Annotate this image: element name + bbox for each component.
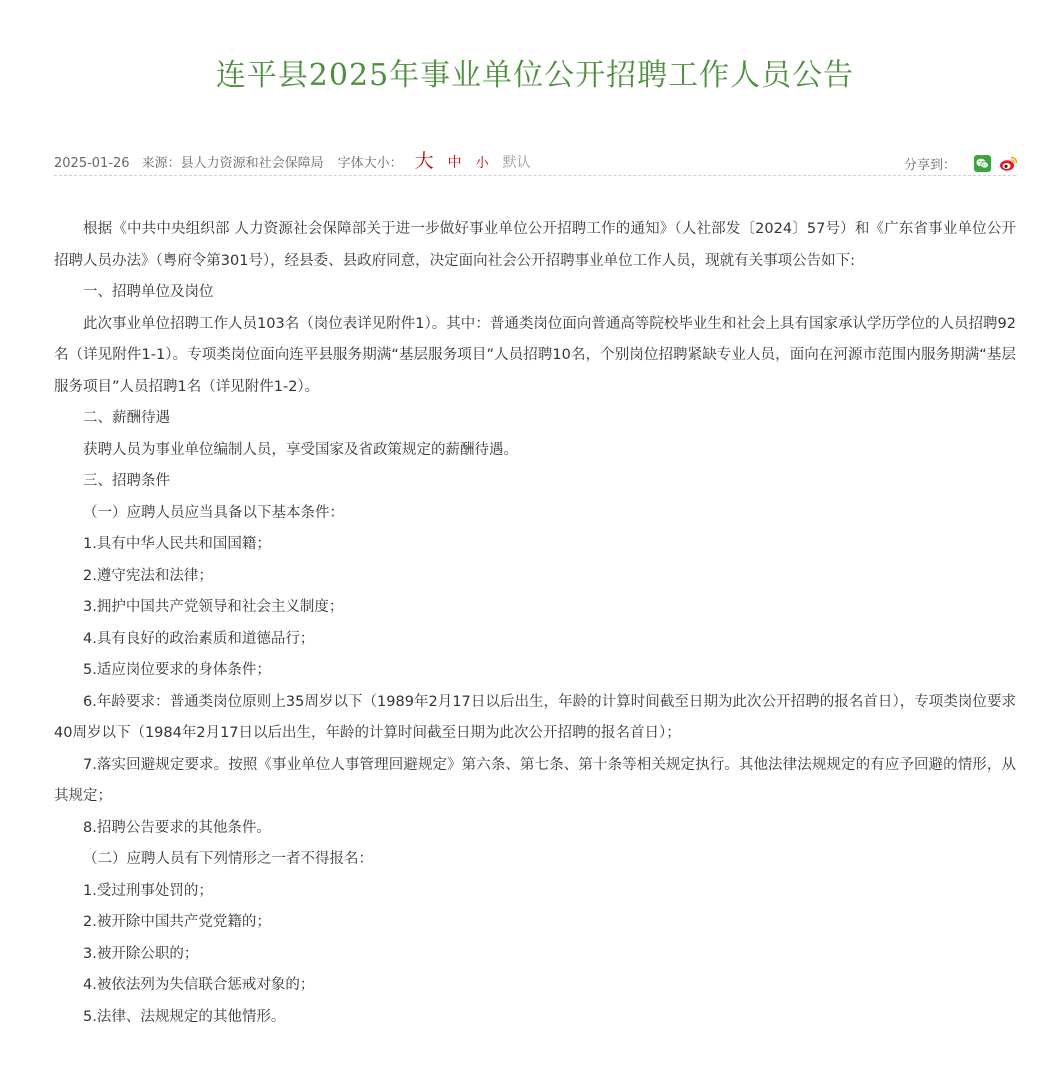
content-paragraph: （一）应聘人员应当具备以下基本条件： xyxy=(83,504,344,521)
share-label: 分享到： xyxy=(903,158,956,173)
publish-date: 2025-01-26 xyxy=(54,156,130,171)
meta-info xyxy=(54,146,545,173)
content-paragraph: 此次事业单位招聘工作人员103名（岗位表详见附件1）。其中：普通类岗位面向普通高等院校毕业生和社会上具有国家承认学历学位的人员招聘92名（详见附件1-1）。专项类岗位面向连平县服务期满“基层服务项目”人员招聘10名，个别岗位招聘紧缺专业人员，面向在河源市范围内服务期满“基层服务项目”人员招聘1名（详见附件1-2）。 xyxy=(54,315,1016,395)
content-paragraph: 二、薪酬待遇 xyxy=(83,410,170,426)
content-paragraph: 3.被开除公职的； xyxy=(83,945,199,962)
content-paragraph: 2.遵守宪法和法律； xyxy=(83,567,213,584)
content-paragraph: 7.落实回避规定要求。按照《事业单位人事管理回避规定》第六条、第七条、第十条等相关规定执行。其他法律法规规定的有应予回避的情形，从其规定； xyxy=(54,756,1016,804)
share-bar xyxy=(904,154,1016,173)
content-paragraph: 1.受过刑事处罚的； xyxy=(83,882,213,899)
content-paragraph: 根据《中共中央组织部 人力资源社会保障部关于进一步做好事业单位公开招聘工作的通知》（人社部发〔2024〕57号）和《广东省事业单位公开招聘人员办法》（粤府令第301号），经县委、县政府同意，决定面向社会公开招聘事业单位工作人员，现就有关事项公告如下: xyxy=(54,221,1016,269)
content-paragraph: 一、招聘单位及岗位 xyxy=(83,284,214,300)
article-meta-bar xyxy=(54,142,1016,176)
article-content xyxy=(54,214,1016,1033)
content-paragraph: 2.被开除中国共产党党籍的； xyxy=(83,914,271,930)
font-size-medium-button[interactable]: 中 xyxy=(447,155,462,171)
content-paragraph: 6.年龄要求：普通类岗位原则上35周岁以下（1989年2月17日以后出生，年龄的计算时间截至日期为此次公开招聘的报名首日），专项类岗位要求40周岁以下（1984年2月17日以后出生，年龄的计算时间截至日期为此次公开招聘的报名首日）； xyxy=(54,693,1016,741)
content-paragraph: 4.被依法列为失信联合惩戒对象的； xyxy=(83,977,315,993)
article-page xyxy=(54,0,1016,1033)
content-paragraph: （二）应聘人员有下列情形之一者不得报名： xyxy=(83,851,373,867)
content-paragraph: 5.法律、法规规定的其他情形。 xyxy=(83,1008,286,1025)
content-paragraph: 获聘人员为事业单位编制人员，享受国家及省政策规定的薪酬待遇。 xyxy=(83,441,518,458)
content-paragraph: 1.具有中华人民共和国国籍； xyxy=(83,536,271,552)
weibo-icon[interactable] xyxy=(999,155,1016,172)
content-paragraph: 三、招聘条件 xyxy=(83,473,170,489)
font-size-label: 字体大小： xyxy=(337,156,403,171)
content-paragraph: 8.招聘公告要求的其他条件。 xyxy=(83,819,271,836)
font-size-small-button[interactable]: 小 xyxy=(475,156,489,171)
source: 来源：县人力资源和社会保障局 xyxy=(141,156,324,171)
article-title: 连平县2025年事业单位公开招聘工作人员公告 xyxy=(215,58,855,93)
content-paragraph: 4.具有良好的政治素质和道德品行； xyxy=(83,630,315,647)
content-paragraph: 3.拥护中国共产党领导和社会主义制度； xyxy=(83,599,344,615)
font-size-default-button[interactable]: 默认 xyxy=(502,155,531,171)
wechat-icon[interactable] xyxy=(974,155,991,172)
content-paragraph: 5.适应岗位要求的身体条件； xyxy=(83,662,271,678)
font-size-large-button[interactable]: 大 xyxy=(414,150,434,172)
